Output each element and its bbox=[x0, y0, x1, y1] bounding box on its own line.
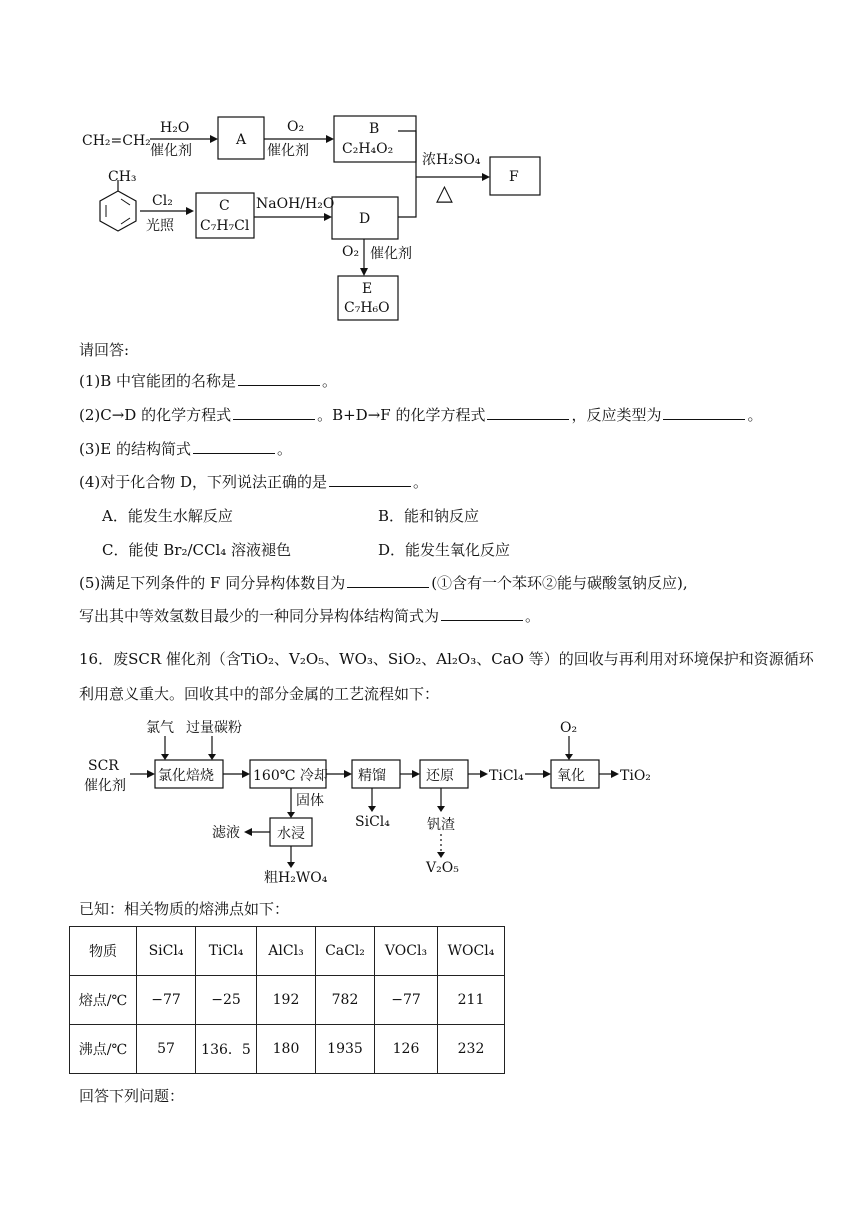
flow-input-line1: SCR bbox=[88, 758, 119, 774]
table-cell: 136．5 bbox=[196, 1025, 257, 1074]
arrow5-reagent: O₂ bbox=[342, 244, 360, 260]
arrow4-reagent: NaOH/H₂O bbox=[256, 196, 335, 212]
table-header-cell: 物质 bbox=[70, 927, 137, 976]
arrow5-condition: 催化剂 bbox=[370, 246, 412, 262]
answer-blank[interactable] bbox=[329, 472, 411, 487]
table-cell: −77 bbox=[375, 976, 438, 1025]
q3-end: 。 bbox=[276, 440, 292, 458]
table-header-row bbox=[70, 927, 505, 976]
table-cell: 1935 bbox=[316, 1025, 375, 1074]
flow-sicl4: SiCl₄ bbox=[355, 814, 390, 830]
table-cell: 57 bbox=[137, 1025, 196, 1074]
properties-table bbox=[69, 926, 505, 1074]
option-d[interactable]: D．能发生氧化反应 bbox=[378, 541, 511, 559]
table-header-cell: SiCl₄ bbox=[137, 927, 196, 976]
q2-text-a: (2)C→D 的化学方程式 bbox=[79, 406, 232, 424]
box-e-formula: C₇H₆O bbox=[344, 300, 390, 316]
q2-text-d: 。 bbox=[747, 406, 763, 424]
table-header-cell: VOCl₃ bbox=[375, 927, 438, 976]
arrow3-condition: 光照 bbox=[146, 218, 174, 234]
flow-ticl4: TiCl₄ bbox=[489, 768, 524, 784]
table-row bbox=[70, 1025, 505, 1074]
ethylene-label: CH₂=CH₂ bbox=[82, 133, 151, 149]
q3-text: (3)E 的结构简式 bbox=[79, 440, 191, 458]
q2-text-c: ，反应类型为 bbox=[571, 406, 662, 424]
q5b-end: 。 bbox=[525, 607, 541, 625]
benzene-ring bbox=[100, 191, 136, 231]
q15-part5 bbox=[79, 573, 688, 593]
table-cell: 211 bbox=[438, 976, 505, 1025]
box-e-letter: E bbox=[362, 281, 373, 297]
answer-prompt: 回答下列问题： bbox=[79, 1087, 185, 1105]
table-header-cell: WOCl₄ bbox=[438, 927, 505, 976]
flow-v2o5: V₂O₅ bbox=[426, 860, 459, 876]
option-c[interactable]: C．能使 Br₂/CCl₄ 溶液褪色 bbox=[102, 541, 292, 559]
flow-filtrate: 滤液 bbox=[212, 825, 240, 841]
table-header-cell: AlCl₃ bbox=[257, 927, 316, 976]
flow-step5: 氧化 bbox=[557, 768, 585, 784]
toluene-methyl: CH₃ bbox=[108, 169, 137, 185]
q5b-text: 写出其中等效氢数目最少的一种同分异构体结构简式为 bbox=[79, 607, 440, 625]
q16-intro-line1: 16．废SCR 催化剂（含TiO₂、V₂O₅、WO₃、SiO₂、Al₂O₃、CaO 等）的回收与再利用对环境保护和资源循环 bbox=[79, 650, 814, 668]
flow-step4: 还原 bbox=[426, 768, 454, 784]
flow-tio2: TiO₂ bbox=[620, 768, 651, 784]
answer-blank[interactable] bbox=[238, 371, 320, 386]
organic-reaction-scheme bbox=[0, 0, 860, 330]
box-b-letter: B bbox=[369, 121, 380, 137]
box-c-formula: C₇H₇Cl bbox=[200, 218, 250, 234]
flow-solid: 固体 bbox=[296, 793, 324, 809]
table-row bbox=[70, 976, 505, 1025]
table-cell: −77 bbox=[137, 976, 196, 1025]
answer-blank[interactable] bbox=[487, 405, 569, 420]
q4-text: (4)对于化合物 D，下列说法正确的是 bbox=[79, 473, 328, 491]
answer-blank[interactable] bbox=[233, 405, 315, 420]
q15-prompt: 请回答: bbox=[79, 341, 130, 359]
merge-reagent: 浓H₂SO₄ bbox=[422, 152, 481, 168]
option-b[interactable]: B．能和钠反应 bbox=[378, 507, 480, 525]
table-header-cell: CaCl₂ bbox=[316, 927, 375, 976]
q16-intro-line2: 利用意义重大。回收其中的部分金属的工艺流程如下： bbox=[79, 685, 440, 703]
flow-carbon: 过量碳粉 bbox=[186, 720, 242, 736]
table-cell: 192 bbox=[257, 976, 316, 1025]
flow-step2: 160℃ 冷却 bbox=[253, 768, 328, 784]
arrow1-reagent: H₂O bbox=[160, 120, 190, 136]
answer-blank[interactable] bbox=[441, 606, 523, 621]
flow-vanadium-slag: 钒渣 bbox=[427, 817, 455, 833]
q2-text-b: 。B+D→F 的化学方程式 bbox=[317, 406, 486, 424]
q15-part1 bbox=[79, 371, 337, 391]
arrow3-reagent: Cl₂ bbox=[152, 193, 173, 209]
q15-part3 bbox=[79, 439, 292, 459]
option-a[interactable]: A．能发生水解反应 bbox=[102, 507, 233, 525]
arrow1-condition: 催化剂 bbox=[150, 143, 192, 159]
q1-text: (1)B 中官能团的名称是 bbox=[79, 372, 237, 390]
box-d-label: D bbox=[359, 211, 371, 227]
q5-text: (5)满足下列条件的 F 同分异构体数目为 bbox=[79, 574, 346, 592]
box-f-label: F bbox=[509, 169, 519, 185]
table-cell: 782 bbox=[316, 976, 375, 1025]
q1-end: 。 bbox=[322, 372, 338, 390]
process-flow-diagram bbox=[0, 710, 860, 890]
answer-blank[interactable] bbox=[347, 573, 429, 588]
answer-blank[interactable] bbox=[193, 439, 275, 454]
q4-end: 。 bbox=[413, 473, 429, 491]
merge-bracket bbox=[398, 131, 416, 217]
table-cell: 232 bbox=[438, 1025, 505, 1074]
arrow2-condition: 催化剂 bbox=[267, 143, 309, 159]
box-b-formula: C₂H₄O₂ bbox=[342, 141, 394, 157]
heat-symbol: △ bbox=[436, 181, 453, 206]
box-a-label: A bbox=[236, 132, 247, 148]
flow-input-line2: 催化剂 bbox=[84, 778, 126, 794]
q5-conditions: (①含有一个苯环②能与碳酸氢钠反应), bbox=[431, 574, 688, 592]
q15-part4 bbox=[79, 472, 428, 492]
table-cell: 180 bbox=[257, 1025, 316, 1074]
flow-step3: 精馏 bbox=[358, 768, 386, 784]
flow-chlorine: 氯气 bbox=[146, 720, 174, 736]
table-cell: 熔点/℃ bbox=[70, 976, 137, 1025]
arrow2-reagent: O₂ bbox=[287, 119, 305, 135]
answer-blank[interactable] bbox=[663, 405, 745, 420]
table-cell: 沸点/℃ bbox=[70, 1025, 137, 1074]
box-c-letter: C bbox=[219, 198, 230, 214]
table-header-cell: TiCl₄ bbox=[196, 927, 257, 976]
table-cell: −25 bbox=[196, 976, 257, 1025]
table-cell: 126 bbox=[375, 1025, 438, 1074]
flow-o2: O₂ bbox=[560, 720, 578, 736]
flow-step1: 氯化焙烧 bbox=[158, 768, 214, 784]
flow-crude-product: 粗H₂WO₄ bbox=[264, 870, 328, 886]
q15-part5b bbox=[79, 606, 540, 626]
q15-part2 bbox=[79, 405, 763, 425]
known-intro: 已知：相关物质的熔沸点如下： bbox=[79, 900, 290, 918]
flow-step-water: 水浸 bbox=[277, 826, 305, 842]
